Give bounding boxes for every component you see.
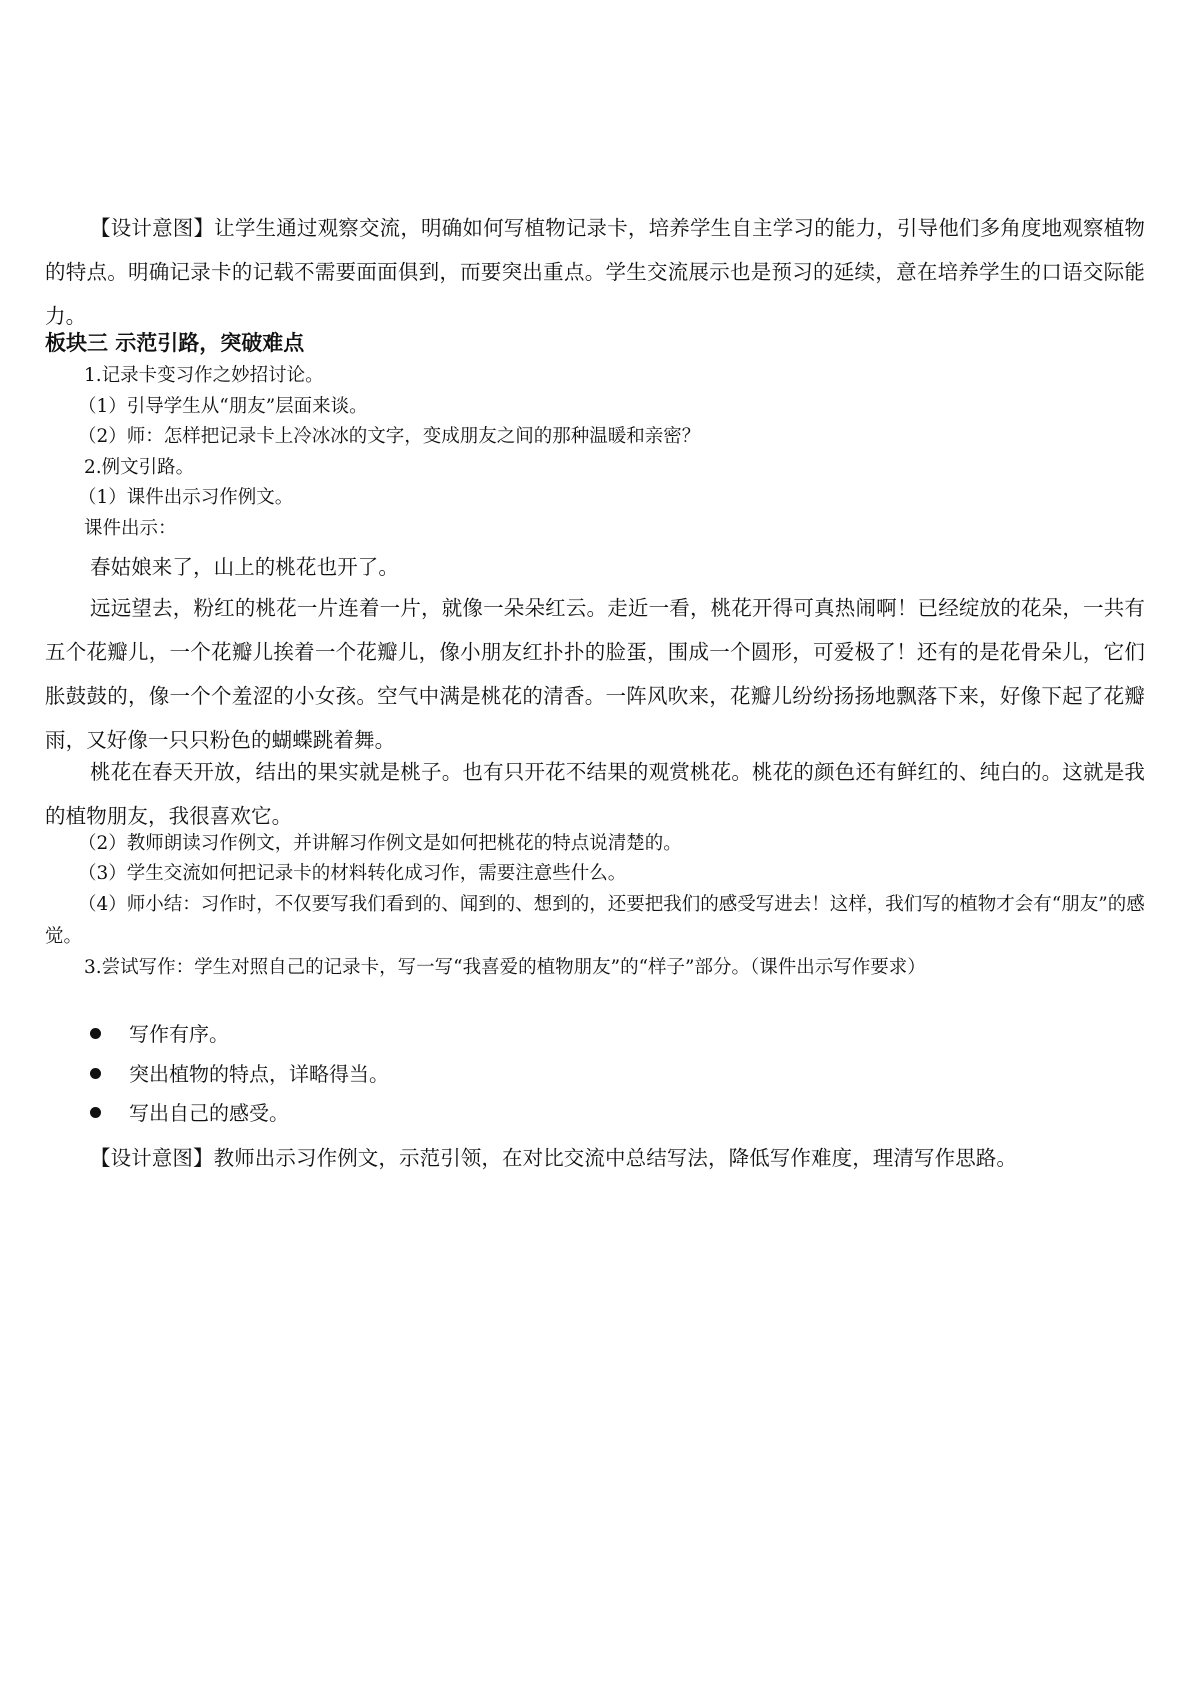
- step-2-sub-3: （3）学生交流如何把记录卡的材料转化成习作，需要注意些什么。: [78, 863, 627, 884]
- design-intent-text: 教师出示习作例文，示范引领，在对比交流中总结写法，降低写作难度，理清写作思路。: [213, 1146, 1018, 1170]
- step-2-title: 2.例文引路。: [84, 457, 195, 478]
- requirement-item: [90, 1059, 389, 1089]
- example-paragraph-2: 远远望去，粉红的桃花一片连着一片，就像一朵朵红云。走近一看，桃花开得可真热闹啊！已经绽放的花朵，一共有五个花瓣儿，一个花瓣儿挨着一个花瓣儿，像小朋友红扑扑的脸蛋，围成一个圆形，可爱极了！还有的是花骨朵儿，它们胀鼓鼓的，像一个个羞涩的小女孩。空气中满是桃花的清香。一阵风吹来，花瓣儿纷纷扬扬地飘落下来，好像下起了花瓣雨，又好像一只只粉色的蝴蝶跳着舞。: [45, 596, 1145, 752]
- requirement-item: [90, 1098, 289, 1128]
- requirement-text: 写出自己的感受。: [129, 1101, 289, 1125]
- design-intent-paragraph-2: [45, 1136, 1145, 1180]
- design-intent-paragraph-1: [45, 206, 1145, 338]
- example-paragraph-3: 桃花在春天开放，结出的果实就是桃子。也有只开花不结果的观赏桃花。桃花的颜色还有鲜红的、纯白的。这就是我的植物朋友，我很喜欢它。: [45, 760, 1145, 828]
- requirement-text: 突出植物的特点，详略得当。: [129, 1062, 389, 1086]
- step-2-sub-2: （2）教师朗读习作例文，并讲解习作例文是如何把桃花的特点说清楚的。: [78, 833, 682, 854]
- step-1-sub-1: （1）引导学生从“朋友”层面来谈。: [78, 396, 368, 417]
- step-1-title: 1.记录卡变习作之妙招讨论。: [84, 365, 324, 386]
- step-3-title: 3.尝试写作：学生对照自己的记录卡，写一写“我喜爱的植物朋友”的“样子”部分。（课件出示写作要求）: [84, 957, 926, 978]
- step-1-sub-2: （2）师：怎样把记录卡上冷冰冰的文字，变成朋友之间的那种温暖和亲密？: [78, 426, 701, 447]
- step-2-sub-1: （1）课件出示习作例文。: [78, 487, 294, 508]
- bullet-icon: [90, 1107, 101, 1118]
- bullet-icon: [90, 1028, 101, 1039]
- bullet-icon: [90, 1068, 101, 1079]
- courseware-label: 课件出示：: [84, 518, 177, 539]
- step-2-sub-4: （4）师小结：习作时，不仅要写我们看到的、闻到的、想到的，还要把我们的感受写进去！这样，我们写的植物才会有“朋友”的感觉。: [45, 894, 1145, 947]
- requirement-text: 写作有序。: [129, 1022, 229, 1046]
- design-intent-tag: 【设计意图】: [90, 1146, 214, 1170]
- section-heading: 板块三 示范引路，突破难点: [45, 331, 305, 355]
- design-intent-text: 让学生通过观察交流，明确如何写植物记录卡，培养学生自主学习的能力，引导他们多角度地观察植物的特点。明确记录卡的记载不需要面面俱到，而要突出重点。学生交流展示也是预习的延续，意在培养学生的口语交际能力。: [45, 216, 1146, 328]
- requirement-item: [90, 1019, 229, 1049]
- design-intent-tag: 【设计意图】: [90, 216, 215, 240]
- example-paragraph-1: 春姑娘来了，山上的桃花也开了。: [90, 555, 399, 579]
